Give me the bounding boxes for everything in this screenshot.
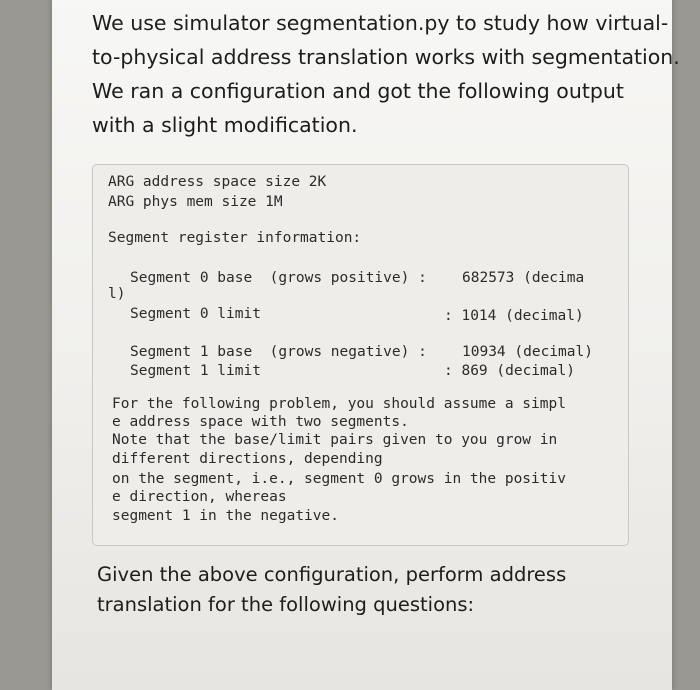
segment-1-base-label: Segment 1 base (grows negative) : bbox=[130, 344, 427, 360]
intro-paragraph bbox=[92, 6, 680, 142]
segment-0-base-value: 682573 (decima bbox=[462, 270, 585, 286]
intro-line: to-physical address translation works with segmentation. bbox=[92, 45, 680, 69]
question-prompt-line: Given the above configuration, perform address bbox=[97, 563, 567, 586]
note-line: e address space with two segments. bbox=[112, 414, 409, 430]
segment-1-base-value: 10934 (decimal) bbox=[462, 344, 593, 360]
intro-line: We ran a configuration and got the following output bbox=[92, 79, 624, 103]
note-line: For the following problem, you should assume a simpl bbox=[112, 396, 566, 412]
note-line: segment 1 in the negative. bbox=[112, 508, 339, 524]
note-line: different directions, depending bbox=[112, 451, 383, 467]
simulator-output-box bbox=[92, 164, 629, 546]
segment-1-limit-label: Segment 1 limit bbox=[130, 363, 261, 379]
intro-line: with a slight modification. bbox=[92, 113, 358, 137]
segment-1-limit-value: : 869 (decimal) bbox=[444, 363, 575, 379]
segment-0-base-label: Segment 0 base (grows positive) : bbox=[130, 270, 427, 286]
document-page bbox=[52, 0, 680, 690]
note-line: on the segment, i.e., segment 0 grows in the positiv bbox=[112, 471, 566, 487]
note-line: Note that the base/limit pairs given to you grow in bbox=[112, 432, 558, 448]
intro-line: We use simulator segmentation.py to study how virtual- bbox=[92, 11, 669, 35]
segment-0-limit-label: Segment 0 limit bbox=[130, 306, 261, 322]
segment-0-limit-value: : 1014 (decimal) bbox=[444, 308, 584, 324]
question-prompt-line: translation for the following questions: bbox=[97, 593, 475, 616]
arg-phys-mem-line: ARG phys mem size 1M bbox=[108, 194, 283, 210]
segment-0-base-wrap: l) bbox=[108, 286, 126, 302]
arg-address-space-line: ARG address space size 2K bbox=[108, 174, 327, 190]
segment-register-header: Segment register information: bbox=[108, 230, 362, 246]
note-line: e direction, whereas bbox=[112, 489, 287, 505]
question-prompt bbox=[97, 560, 657, 620]
